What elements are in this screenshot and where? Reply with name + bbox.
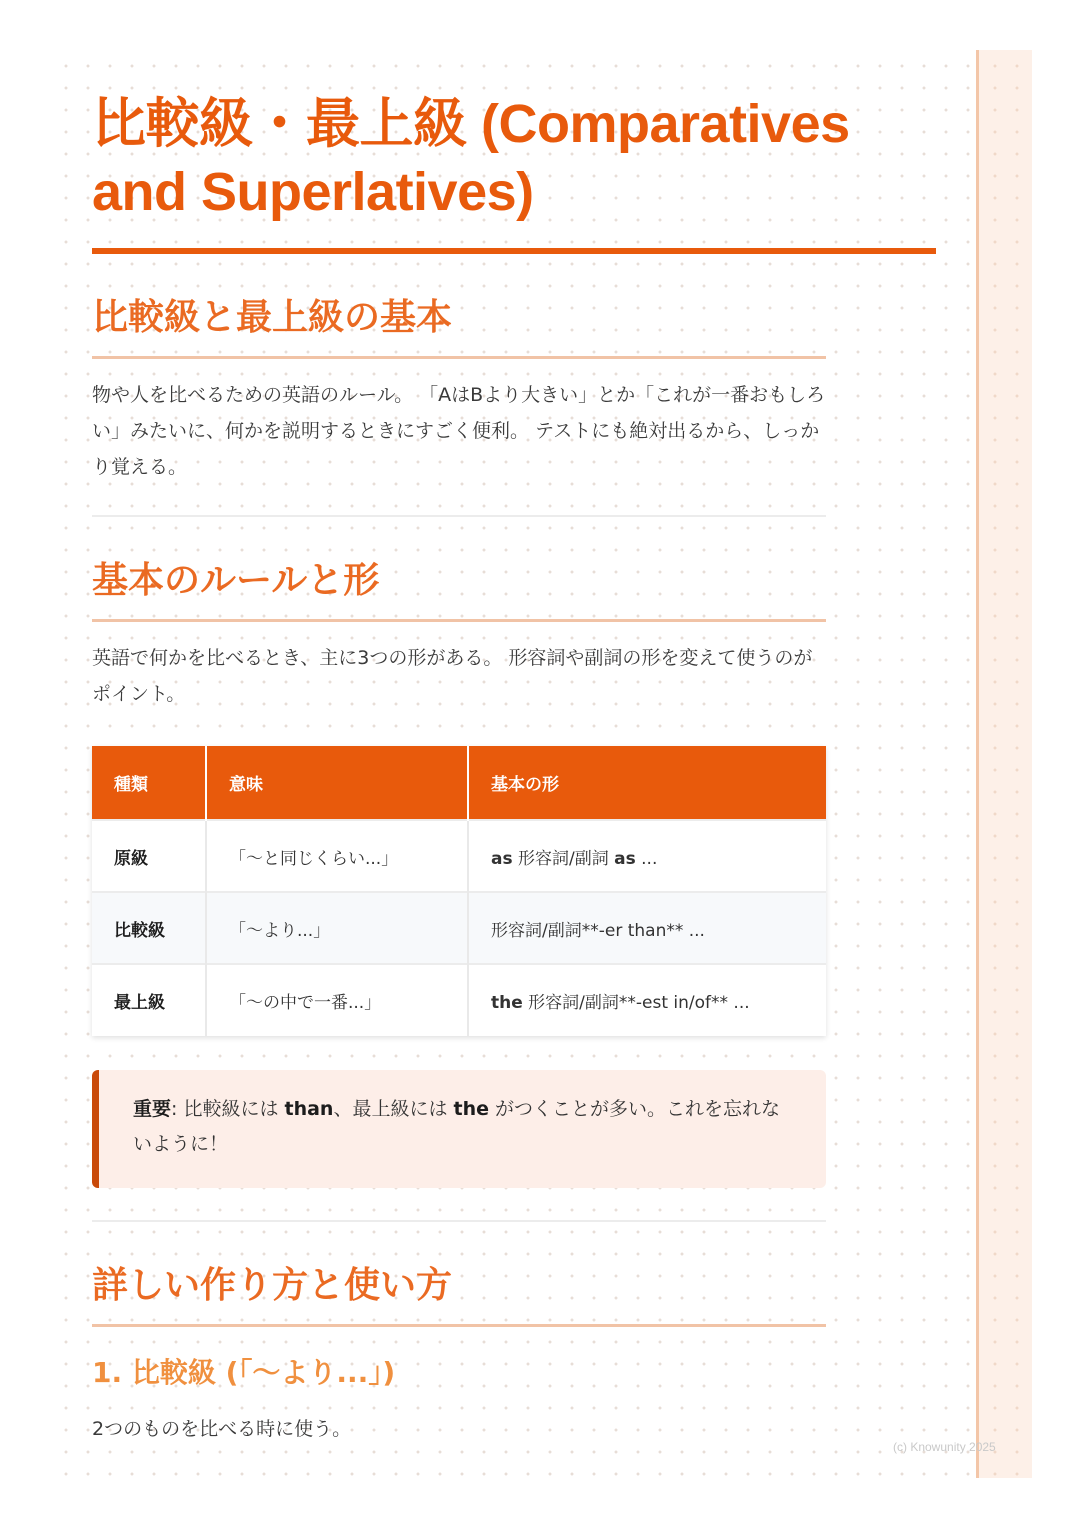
column-header-type: 種類	[92, 746, 206, 820]
important-callout	[92, 1070, 826, 1188]
column-header-meaning: 意味	[206, 746, 468, 820]
form-keyword: as	[491, 848, 513, 869]
grammar-table	[92, 746, 826, 1036]
cell-meaning: 「～より...」	[206, 892, 468, 964]
form-keyword: as	[614, 848, 636, 869]
cell-type: 比較級	[92, 892, 206, 964]
cell-form	[468, 820, 826, 892]
callout-keyword: than	[284, 1098, 334, 1120]
section-heading: 基本のルールと形	[92, 557, 826, 622]
subsection-heading: 1. 比較級 (「～より...」)	[92, 1356, 396, 1389]
section-paragraph: 2つのものを比べる時に使う。	[92, 1418, 352, 1440]
form-text: ...	[635, 848, 658, 869]
section-rules	[92, 557, 826, 712]
cell-meaning: 「～と同じくらい...」	[206, 820, 468, 892]
section-details	[92, 1262, 826, 1447]
cell-form	[468, 892, 826, 964]
section-divider	[92, 1220, 826, 1222]
section-heading: 詳しい作り方と使い方	[92, 1262, 826, 1327]
callout-text: : 比較級には	[171, 1098, 285, 1120]
section-basics	[92, 294, 826, 485]
page-title: 比較級・最上級 (Comparatives and Superlatives)	[92, 90, 936, 254]
cell-type: 原級	[92, 820, 206, 892]
form-text: 形容詞/副詞**-est in/of** ...	[522, 993, 750, 1013]
table-header-row	[92, 746, 826, 820]
document-content	[92, 90, 936, 1447]
column-header-form: 基本の形	[468, 746, 826, 820]
margin-strip	[976, 50, 1032, 1478]
form-keyword: the	[491, 993, 523, 1013]
form-text: 形容詞/副詞**-er than** ...	[491, 920, 705, 941]
callout-text: 、最上級には	[333, 1098, 454, 1120]
callout-text: がつくことが多い。これを忘れないように！	[133, 1098, 781, 1155]
section-divider	[92, 515, 826, 517]
cell-type: 最上級	[92, 964, 206, 1036]
section-heading: 比較級と最上級の基本	[92, 294, 826, 359]
section-paragraph: 物や人を比べるための英語のルール。 「AはBより大きい」とか「これが一番おもしろい」みたいに、何かを説明するときにすごく便利。 テストにも絶対出るから、しっかり覚える。	[92, 384, 826, 478]
table-row	[92, 892, 826, 964]
callout-keyword: the	[453, 1098, 490, 1120]
section-paragraph: 英語で何かを比べるとき、主に3つの形がある。 形容詞や副詞の形を変えて使うのがポイント。	[92, 647, 813, 705]
callout-label: 重要	[133, 1098, 172, 1120]
form-text: 形容詞/副詞	[512, 848, 615, 869]
cell-meaning: 「～の中で一番...」	[206, 964, 468, 1036]
copyright-notice: (c) Knowunity 2025	[893, 1440, 996, 1454]
cell-form	[468, 964, 826, 1036]
table-row	[92, 820, 826, 892]
table-row	[92, 964, 826, 1036]
